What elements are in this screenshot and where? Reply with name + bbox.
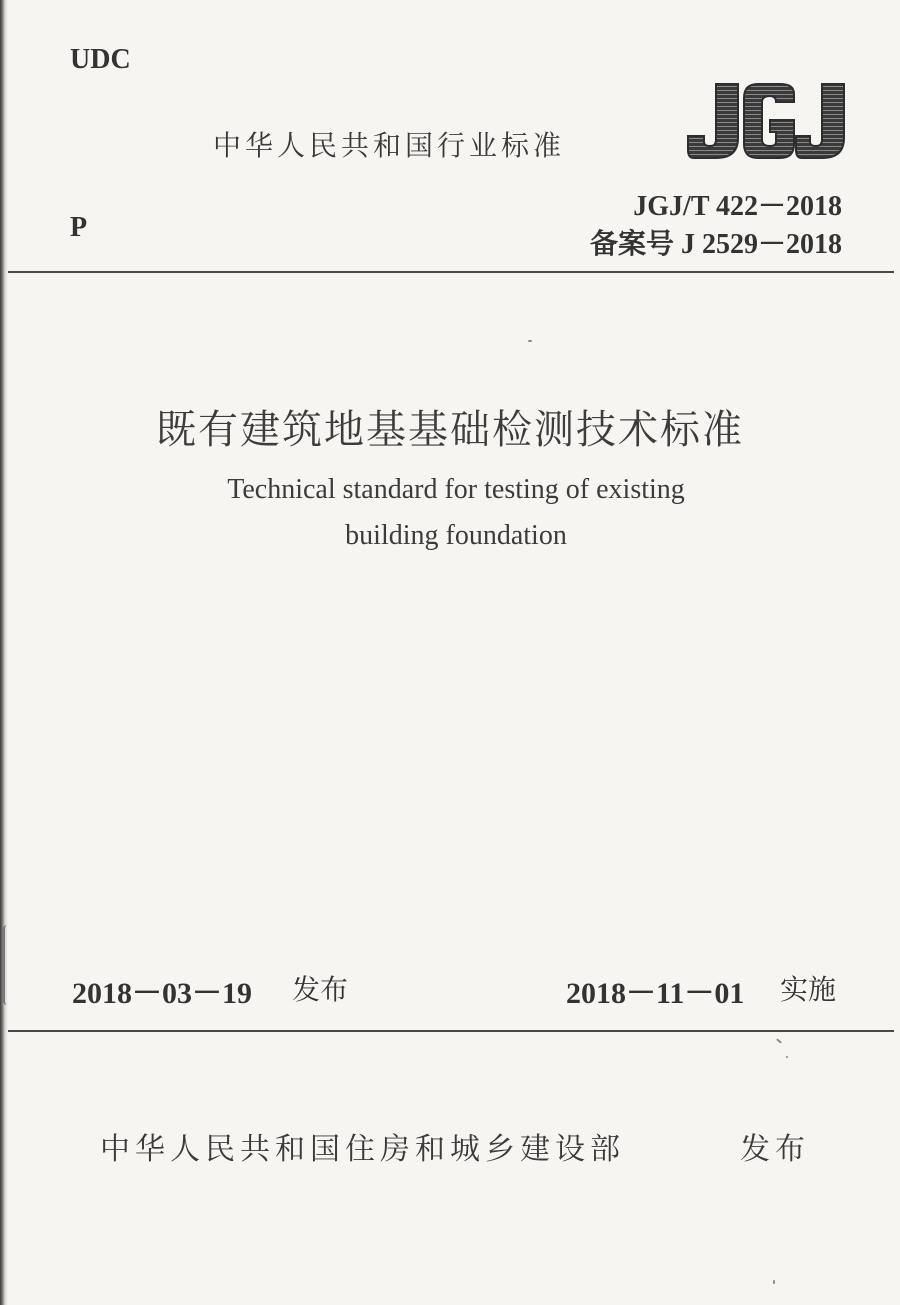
title-english-line2: building foundation <box>345 520 567 551</box>
series-title: 中华人民共和国行业标准 <box>213 129 566 162</box>
issue-date: 2018－03－19 <box>72 977 252 1010</box>
title-english-line1: Technical standard for testing of existing <box>227 474 685 505</box>
title-chinese: 既有建筑地基基础检测技术标准 <box>156 407 744 453</box>
top-divider <box>8 271 894 273</box>
category-code: P <box>70 212 88 243</box>
scan-edge-mark <box>3 925 11 1005</box>
scan-binding-edge <box>0 0 8 1305</box>
issue-label: 发布 <box>292 973 349 1006</box>
scan-speck <box>786 1056 788 1058</box>
scan-speck <box>773 1280 775 1284</box>
jgj-logo <box>686 80 846 162</box>
udc-label: UDC <box>70 44 131 75</box>
publisher: 中华人民共和国住房和城乡建设部 <box>100 1132 625 1167</box>
bottom-divider <box>8 1030 894 1032</box>
standard-number: JGJ/T 422－2018 <box>633 191 842 222</box>
implementation-date: 2018－11－01 <box>566 977 745 1010</box>
implementation-label: 实施 <box>780 973 837 1006</box>
scan-speck <box>528 340 532 342</box>
record-number: 备案号 J 2529－2018 <box>589 229 842 260</box>
publisher-label: 发布 <box>740 1132 810 1167</box>
scan-speck <box>776 1038 782 1043</box>
